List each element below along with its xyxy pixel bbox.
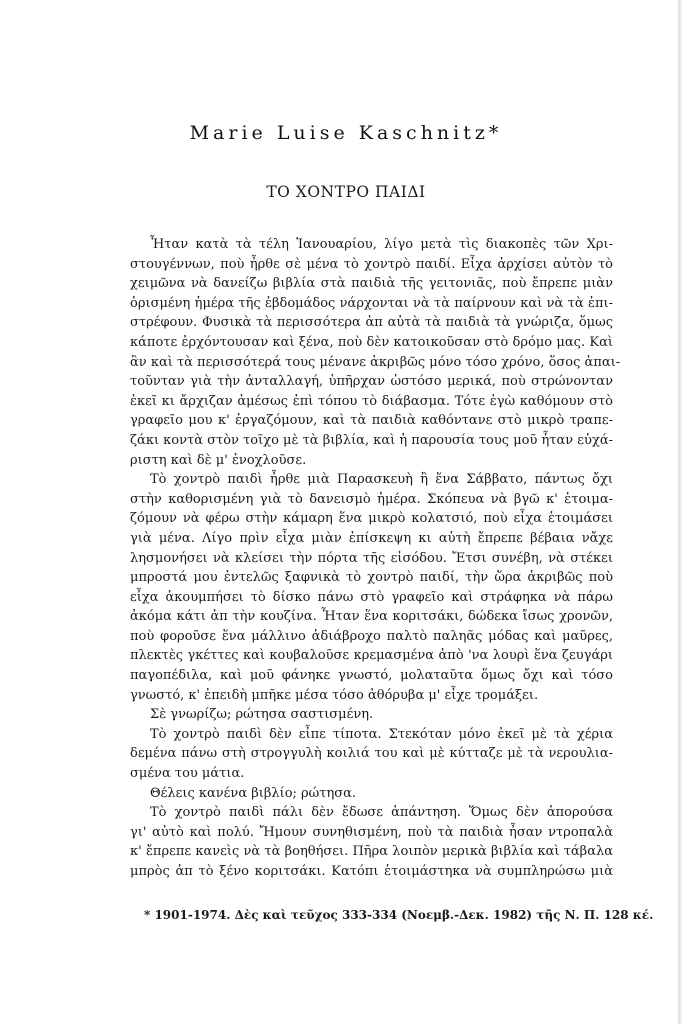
text-line: ἐκεῖ κι ἄρχιζαν ἀμέσως ἐπὶ τόπου τὸ διάβασμα. Τότε ἐγὼ καθόμουν στὸ [130, 393, 613, 409]
text-line: γι' αὐτὸ καὶ πολύ. Ἤμουν συνηθισμένη, ποὺ τὰ παιδιὰ ἦσαν ντροπαλὰ [130, 824, 613, 840]
text-line: ποὺ φοροῦσε ἕνα μάλλινο ἀδιάβροχο παλτὸ παληᾶς μόδας καὶ μαῦρες, [130, 628, 613, 644]
footnote: * 1901-1974. Δὲς καὶ τεῦχος 333-334 (Νοεμβ.-Δεκ. 1982) τῆς Ν. Π. 128 κέ. [144, 908, 654, 922]
text-line: γιὰ μένα. Λίγο πρὶν εἶχα μιὰν ἐπίσκεψη κι αὐτὴ ἔπρεπε βέβαια νἄχε [130, 530, 613, 546]
text-line: στουγέννων, ποὺ ἦρθε σὲ μένα τὸ χοντρὸ παιδί. Εἶχα ἀρχίσει αὐτὸν τὸ [130, 256, 613, 272]
page-edge [678, 0, 682, 1024]
text-line: μπροστά μου ἐντελῶς ξαφνικὰ τὸ χοντρὸ παιδί, τὴν ὥρα ἀκριβῶς ποὺ [130, 570, 613, 586]
text-line: Τὸ χοντρὸ παιδὶ ἦρθε μιὰ Παρασκευὴ ἢ ἕνα Σάββατο, πάντως ὄχι [150, 472, 613, 488]
text-line: εἶχα ἀκουμπήσει τὸ δίσκο πάνω στὸ γραφεῖο καὶ στράφηκα νὰ πάρω [130, 589, 613, 605]
story-title: ΤΟ ΧΟΝΤΡΟ ΠΑΙΔΙ [266, 183, 426, 201]
text-line: τοῦνταν γιὰ τὴν ἀνταλλαγή, ὑπῆρχαν ὡστόσο μερικά, ποὺ στρώνονταν [130, 374, 613, 390]
text-line: χειμῶνα νὰ δανείζω βιβλία στὰ παιδιὰ τῆς γειτονιᾶς, ποὺ ἔπρεπε μιὰν [130, 276, 613, 292]
text-line: ζόμουν νὰ φέρω στὴν κάμαρη ἕνα μικρὸ κολατσιό, ποὺ εἶχα ἑτοιμάσει [130, 511, 613, 527]
text-line: Τὸ χοντρὸ παιδὶ πάλι δὲν ἔδωσε ἀπάντηση. Ὅμως δὲν ἀπορούσα [150, 805, 613, 821]
text-line: Ἦταν κατὰ τὰ τέλη Ἰανουαρίου, λίγο μετὰ τὶς διακοπὲς τῶν Χρι- [150, 237, 613, 252]
text-line: σμένα του μάτια. [130, 766, 245, 782]
text-line: μπρὸς ἀπ τὸ ξένο κοριτσάκι. Κατόπι ἑτοιμάστηκα νὰ συμπληρώσω μιὰ [130, 864, 613, 879]
text-line: πλεκτὲς γκέττες καὶ κουβαλοῦσε κρεμασμένα ἀπὸ 'να λουρὶ ἕνα ζευγάρι [130, 648, 613, 664]
text-line: κ' ἔπρεπε κανεὶς νὰ τὰ βοηθήσει. Πῆρα λοιπὸν μερικὰ βιβλία καὶ τάβαλα [130, 844, 613, 860]
text-line: στὴν καθορισμένη γιὰ τὸ δανεισμὸ ἡμέρα. Σκόπευα νὰ βγῶ κ' ἑτοιμα- [130, 491, 613, 507]
text-line: ὁρισμένη ἡμέρα τῆς ἑβδομάδος νάρχονται νὰ τὰ παίρνουν καὶ νὰ τὰ ἐπι- [130, 295, 613, 311]
author-name: Marie Luise Kaschnitz* [189, 122, 503, 144]
text-line: ἂν καὶ τὰ περισσότερά τους μένανε ἀκριβῶς μόνο τόσο χρόνο, ὅσος ἀπαι- [130, 354, 621, 370]
text-line: Σὲ γνωρίζω; ρώτησα σαστισμένη. [150, 707, 374, 723]
text-line: Θέλεις κανένα βιβλίο; ρώτησα. [150, 785, 357, 801]
text-line: δεμένα πάνω στὴ στρογγυλὴ κοιλιά του καὶ μὲ κύτταζε μὲ τὰ νερουλια- [130, 746, 613, 762]
text-line: κάποτε ἐρχόντουσαν καὶ ξένα, ποὺ δὲν κατοικοῦσαν στὸ δρόμο μας. Καὶ [130, 334, 613, 350]
text-line: ριστη καὶ δὲ μ' ἐνοχλοῦσε. [130, 452, 307, 468]
text-line: γνωστό, κ' ἐπειδὴ μπῆκε μέσα τόσο ἀθόρυβα μ' εἶχε τρομάξει. [130, 687, 539, 703]
story-body [130, 235, 621, 882]
text-line: στρέφουν. Φυσικὰ τὰ περισσότερα ἀπ αὐτὰ τὰ παιδιὰ τὰ γνώριζα, ὅμως [130, 315, 613, 331]
text-line: παγοπέδιλα, καὶ μοῦ φάνηκε γνωστό, μολαταῦτα ὅμως ὄχι καὶ τόσο [130, 668, 613, 684]
text-line: ζάκι κοντὰ στὸν τοῖχο μὲ τὰ βιβλία, καὶ ἡ παρουσία τους μοῦ ἦταν εὐχά- [130, 432, 613, 448]
text-line: ἀκόμα κάτι ἀπ τὴν κουζίνα. Ἦταν ἕνα κοριτσάκι, δώδεκα ἴσως χρονῶν, [130, 609, 613, 625]
text-line: Τὸ χοντρὸ παιδὶ δὲν εἶπε τίποτα. Στεκόταν μόνο ἐκεῖ μὲ τὰ χέρια [150, 726, 613, 742]
text-line: λησμονήσει νὰ κλείσει τὴν πόρτα τῆς εἰσόδου. Ἔτσι συνέβη, νὰ στέκει [130, 550, 613, 566]
text-line: γραφεῖο μου κ' ἐργαζόμουν, καὶ τὰ παιδιὰ καθόντανε στὸ μικρὸ τραπε- [130, 413, 613, 429]
